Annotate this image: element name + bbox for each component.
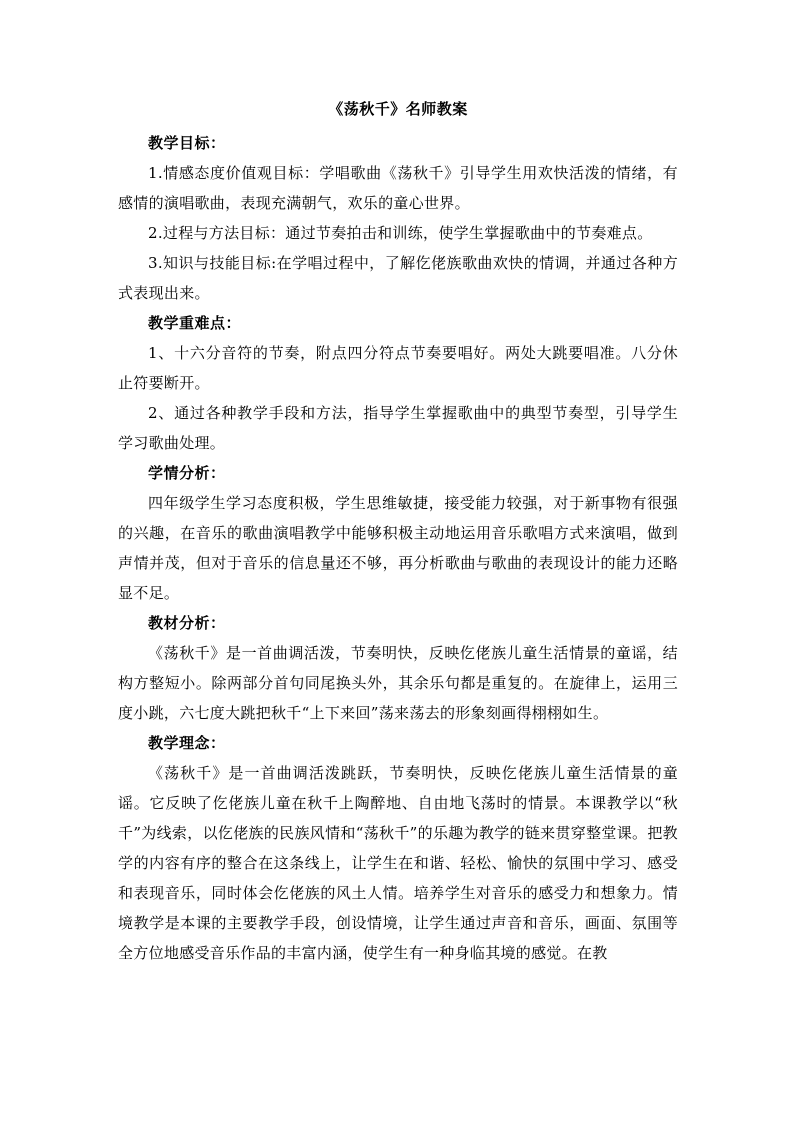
paragraph: 3.知识与技能目标:在学唱过程中，了解仡佬族歌曲欢快的情调，并通过各种方式表现出来。: [118, 254, 678, 302]
section-heading: 教学目标：: [148, 134, 226, 152]
section-teaching-philosophy: [118, 728, 678, 968]
paragraph: 2、通过各种教学手段和方法，指导学生掌握歌曲中的典型节奏型，引导学生学习歌曲处理。: [118, 404, 678, 452]
section-heading: 教材分析：: [148, 614, 226, 632]
paragraph: 1、十六分音符的节奏，附点四分符点节奏要唱好。两处大跳要唱准。八分休止符要断开。: [118, 344, 678, 392]
document-title: 《荡秋千》名师教案: [328, 100, 468, 118]
section-heading: 学情分析：: [148, 464, 226, 482]
paragraph: 四年级学生学习态度积极，学生思维敏捷，接受能力较强，对于新事物有很强的兴趣，在音乐的歌曲演唱教学中能够积极主动地运用音乐歌唱方式来演唱，做到声情并茂，但对于音乐的信息量还不够，再分析歌曲与歌曲的表现设计的能力还略显不足。: [118, 494, 678, 602]
paragraph: 2.过程与方法目标：通过节奏拍击和训练，使学生掌握歌曲中的节奏难点。: [148, 224, 653, 242]
section-material-analysis: [118, 608, 678, 728]
section-heading: 教学理念：: [148, 734, 226, 752]
paragraph: 《荡秋千》是一首曲调活泼，节奏明快，反映仡佬族儿童生活情景的童谣，结构方整短小。除两部分首句同尾换头外，其余乐句都是重复的。在旋律上，运用三度小跳，六七度大跳把秋千“上下来回”荡来荡去的形象刻画得栩栩如生。: [118, 644, 678, 722]
paragraph: 《荡秋千》是一首曲调活泼跳跃，节奏明快，反映仡佬族儿童生活情景的童谣。它反映了仡佬族儿童在秋千上陶醉地、自由地飞荡时的情景。本课教学以“秋千”为线索，以仡佬族的民族风情和“荡秋千”的乐趣为教学的链来贯穿整堂课。把教学的内容有序的整合在这条线上，让学生在和谐、轻松、愉快的氛围中学习、感受和表现音乐，同时体会仡佬族的风土人情。培养学生对音乐的感受力和想象力。情境教学是本课的主要教学手段，创设情境，让学生通过声音和音乐，画面、氛围等全方位地感受音乐作品的丰富内涵，使学生有一种身临其境的感觉。在教: [118, 764, 678, 962]
document-page: [118, 96, 678, 968]
paragraph: 1.情感态度价值观目标：学唱歌曲《荡秋千》引导学生用欢快活泼的情绪，有感情的演唱歌曲，表现充满朝气，欢乐的童心世界。: [118, 164, 678, 212]
section-student-analysis: [118, 458, 678, 608]
section-key-difficulties: [118, 308, 678, 458]
section-heading: 教学重难点：: [148, 314, 242, 332]
section-teaching-goals: [118, 128, 678, 308]
